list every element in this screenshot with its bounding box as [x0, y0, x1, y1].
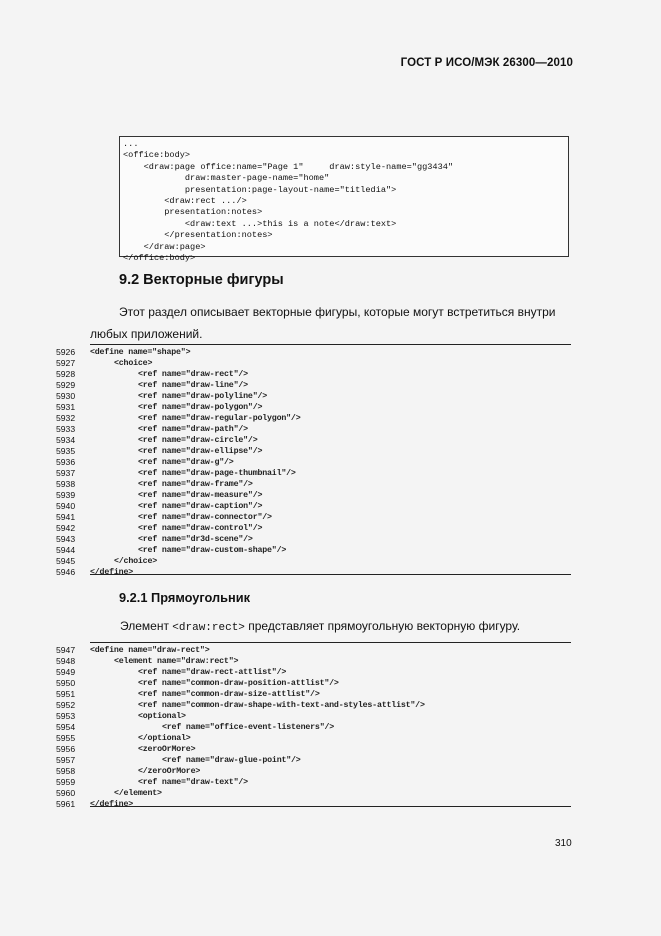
listing-row: [56, 722, 571, 733]
line-number: 5938: [56, 479, 76, 489]
line-number: 5935: [56, 446, 76, 456]
code-text: <ref name="draw-page-thumbnail"/>: [138, 469, 296, 478]
code-text: <ref name="draw-connector"/>: [138, 513, 272, 522]
code-text: <ref name="draw-rect-attlist"/>: [138, 668, 287, 677]
listing-row: [56, 380, 571, 391]
element-name: <draw:rect>: [172, 622, 245, 634]
listing-row: [56, 556, 571, 567]
code-text: <ref name="common-draw-position-attlist"/>: [138, 679, 339, 688]
code-text: </define>: [90, 568, 134, 577]
code-text: <ref name="draw-circle"/>: [138, 436, 258, 445]
code-line: draw:master-page-name="home": [123, 173, 330, 184]
listing-row: [56, 424, 571, 435]
code-text: <ref name="draw-g"/>: [138, 458, 234, 467]
line-number: 5928: [56, 369, 76, 379]
intro-line-2: любых приложений.: [90, 327, 203, 341]
subsection-text-before: Элемент: [120, 619, 173, 633]
line-number: 5927: [56, 358, 76, 368]
line-number: 5944: [56, 545, 76, 555]
code-text: <ref name="common-draw-size-attlist"/>: [138, 690, 320, 699]
page-number: 310: [555, 838, 572, 849]
line-number: 5955: [56, 733, 76, 743]
listing-row: [56, 435, 571, 446]
code-text: <define name="draw-rect">: [90, 646, 210, 655]
line-number: 5948: [56, 656, 76, 666]
listing-row: [56, 457, 571, 468]
line-number: 5946: [56, 567, 76, 577]
subsection-heading: 9.2.1 Прямоугольник: [119, 590, 251, 605]
line-number: 5942: [56, 523, 76, 533]
listing-row: [56, 413, 571, 424]
listing-row: [56, 534, 571, 545]
line-number: 5953: [56, 711, 76, 721]
listing-row: [56, 446, 571, 457]
code-line: </draw:page>: [123, 241, 206, 252]
listing-row: [56, 523, 571, 534]
line-number: 5956: [56, 744, 76, 754]
line-number: 5957: [56, 755, 76, 765]
code-text: <define name="shape">: [90, 348, 191, 357]
line-number: 5959: [56, 777, 76, 787]
code-line: ...: [123, 139, 139, 149]
code-text: <ref name="draw-measure"/>: [138, 491, 263, 500]
subsection-text-after: представляет прямоугольную векторную фигуру.: [244, 619, 521, 633]
code-text: <ref name="common-draw-shape-with-text-and-styles-attlist"/>: [138, 701, 425, 710]
code-text: <ref name="draw-caption"/>: [138, 502, 263, 511]
line-number: 5931: [56, 402, 76, 412]
code-line: </presentation:notes>: [123, 230, 273, 241]
listing-shape: [56, 344, 571, 576]
listing-row: [56, 490, 571, 501]
line-number: 5951: [56, 689, 76, 699]
line-number: 5936: [56, 457, 76, 467]
line-number: 5933: [56, 424, 76, 434]
code-text: <ref name="draw-path"/>: [138, 425, 248, 434]
code-text: </zeroOrMore>: [138, 767, 201, 776]
line-number: 5954: [56, 722, 76, 732]
code-line: </office:body>: [123, 253, 196, 264]
line-number: 5930: [56, 391, 76, 401]
code-line: <draw:text ...>this is a note</draw:text>: [123, 218, 397, 229]
listing-row: [56, 645, 571, 656]
line-number: 5949: [56, 667, 76, 677]
listing-row: [56, 678, 571, 689]
listing-row: [56, 799, 571, 810]
listing-row: [56, 689, 571, 700]
code-text: <zeroOrMore>: [138, 745, 196, 754]
code-text: <ref name="draw-frame"/>: [138, 480, 253, 489]
listing-row: [56, 711, 571, 722]
listing-row: [56, 788, 571, 799]
line-number: 5941: [56, 512, 76, 522]
intro-line-1: Этот раздел описывает векторные фигуры, которые могут встретиться внутри: [119, 305, 556, 319]
listing-row: [56, 501, 571, 512]
code-text: <ref name="draw-rect"/>: [138, 370, 248, 379]
listing-top-rule: [90, 642, 571, 643]
code-text: <ref name="draw-control"/>: [138, 524, 263, 533]
listing-row: [56, 667, 571, 678]
listing-row: [56, 766, 571, 777]
listing-row: [56, 744, 571, 755]
listing-row: [56, 369, 571, 380]
subsection-text: [120, 615, 580, 639]
listing-row: [56, 347, 571, 358]
section-heading: 9.2 Векторные фигуры: [119, 272, 284, 288]
listing-row: [56, 512, 571, 523]
code-line: presentation:page-layout-name="titledia">: [123, 184, 397, 195]
code-line: <office:body>: [123, 150, 191, 161]
listing-row: [56, 545, 571, 556]
code-line: <draw:rect .../>: [123, 196, 247, 207]
listing-row: [56, 479, 571, 490]
document-header: ГОСТ Р ИСО/МЭК 26300—2010: [400, 57, 573, 69]
listing-row: [56, 656, 571, 667]
line-number: 5939: [56, 490, 76, 500]
section-intro: [90, 301, 570, 345]
line-number: 5952: [56, 700, 76, 710]
listing-row: [56, 755, 571, 766]
listing-row: [56, 700, 571, 711]
listing-row: [56, 402, 571, 413]
line-number: 5961: [56, 799, 76, 809]
code-text: <ref name="draw-text"/>: [138, 778, 248, 787]
code-text: <optional>: [138, 712, 186, 721]
listing-row: [56, 391, 571, 402]
code-text: <ref name="draw-line"/>: [138, 381, 248, 390]
line-number: 5943: [56, 534, 76, 544]
example-code-box: [119, 136, 569, 264]
code-text: <choice>: [114, 359, 153, 368]
listing-row: [56, 358, 571, 369]
listing-top-rule: [90, 344, 571, 345]
line-number: 5937: [56, 468, 76, 478]
code-text: </choice>: [114, 557, 158, 566]
code-text: <ref name="draw-regular-polygon"/>: [138, 414, 301, 423]
listing-row: [56, 777, 571, 788]
line-number: 5958: [56, 766, 76, 776]
line-number: 5950: [56, 678, 76, 688]
line-number: 5945: [56, 556, 76, 566]
line-number: 5929: [56, 380, 76, 390]
code-line: <draw:page office:name="Page 1" draw:style-name="gg3434": [123, 161, 454, 172]
code-text: <ref name="draw-polyline"/>: [138, 392, 268, 401]
code-text: <ref name="draw-custom-shape"/>: [138, 546, 287, 555]
code-text: <ref name="dr3d-scene"/>: [138, 535, 253, 544]
code-line: presentation:notes>: [123, 207, 263, 218]
line-number: 5926: [56, 347, 76, 357]
code-text: </element>: [114, 789, 162, 798]
code-text: <ref name="office-event-listeners"/>: [162, 723, 335, 732]
listing-row: [56, 567, 571, 578]
code-text: <element name="draw:rect">: [114, 657, 239, 666]
code-text: </optional>: [138, 734, 191, 743]
line-number: 5960: [56, 788, 76, 798]
code-text: <ref name="draw-glue-point"/>: [162, 756, 301, 765]
listing-row: [56, 733, 571, 744]
line-number: 5932: [56, 413, 76, 423]
code-text: <ref name="draw-polygon"/>: [138, 403, 263, 412]
code-text: <ref name="draw-ellipse"/>: [138, 447, 263, 456]
listing-row: [56, 468, 571, 479]
line-number: 5940: [56, 501, 76, 511]
listing-rect: [56, 642, 571, 808]
code-text: </define>: [90, 800, 134, 809]
line-number: 5947: [56, 645, 76, 655]
line-number: 5934: [56, 435, 76, 445]
